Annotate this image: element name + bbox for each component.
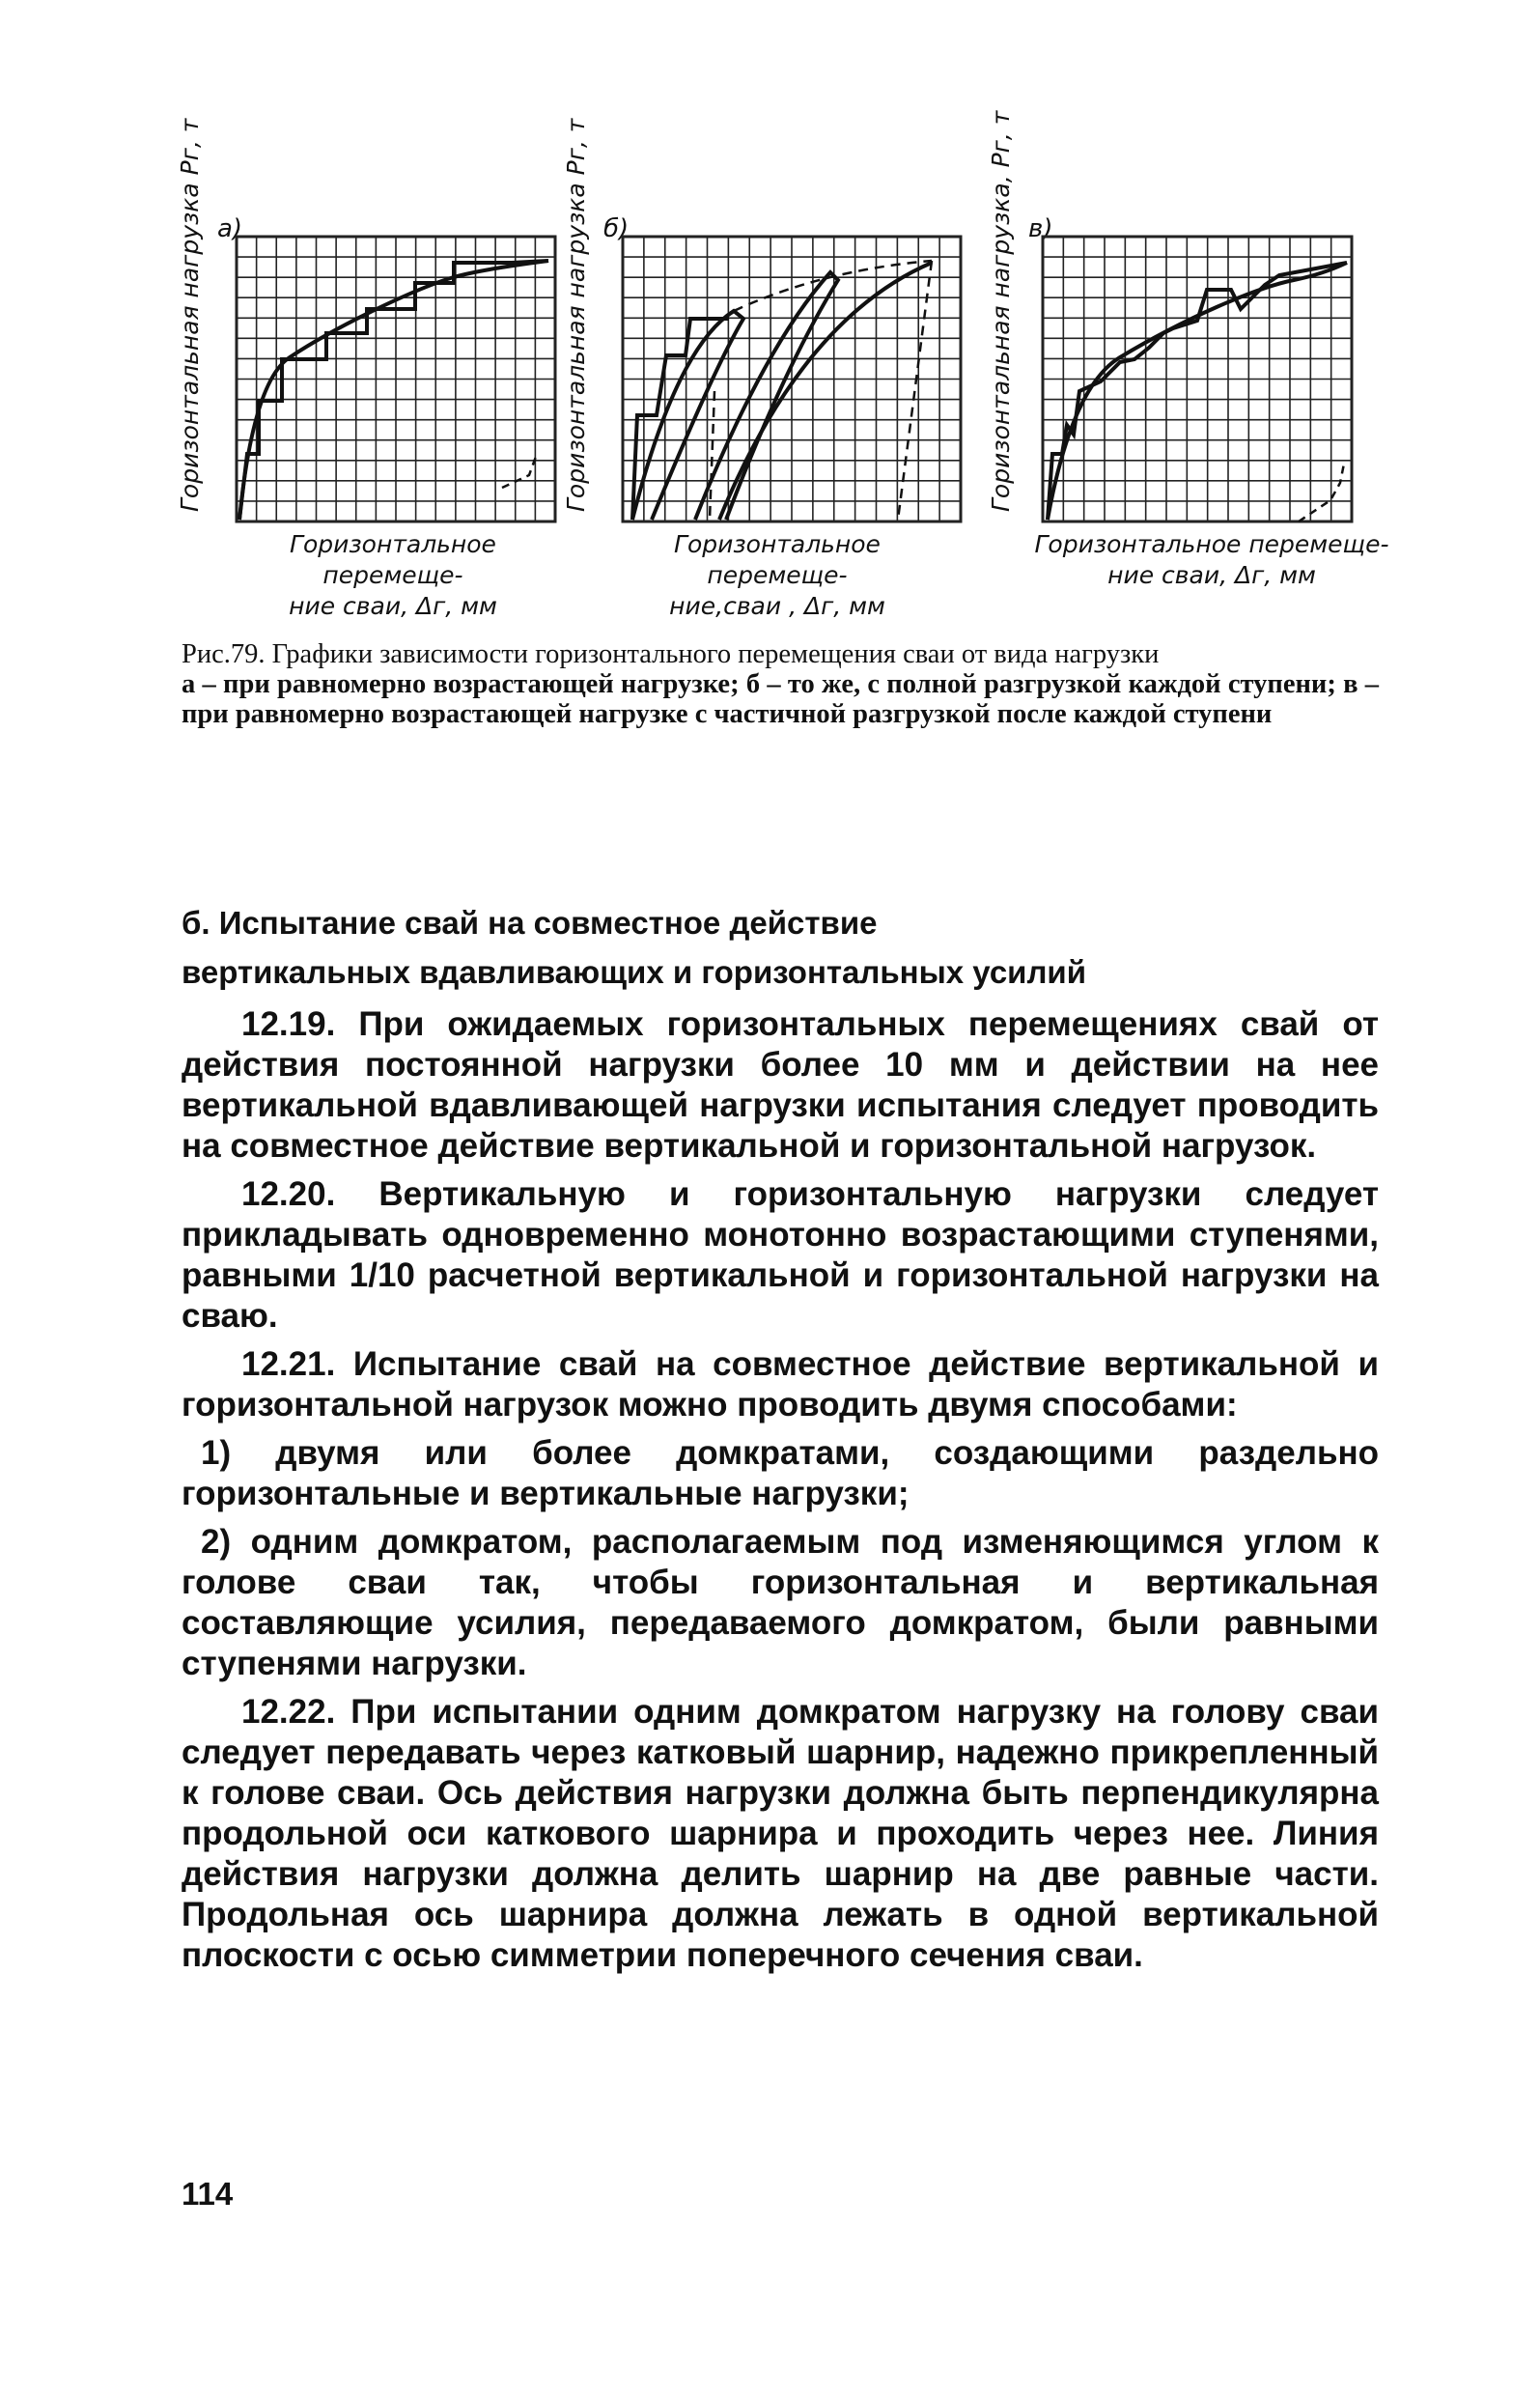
list-item-2: 2) одним домкратом, располагаемым под изменяющимся углом к голове сваи так, чтобы горизонтальная и вертикальная составляющие усилия, передаваемого домкратом, были равными ступенями нагрузки. bbox=[182, 1523, 1379, 1682]
panel-a-ylabel: Горизонтальная нагрузка Pг, т bbox=[176, 118, 204, 512]
panel-c-letter: в) bbox=[1028, 214, 1053, 243]
figure-79 bbox=[0, 0, 1540, 618]
paragraph-12-20: 12.20. Вертикальную и горизонтальную нагрузки следует прикладывать одновременно монотонно возрастающими ступенями, равными 1/10 расчетной вертикальной и горизонтальной нагрузки на сваю. bbox=[182, 1175, 1379, 1335]
panel-b-letter: б) bbox=[603, 214, 630, 243]
page-number: 114 bbox=[182, 2176, 234, 2212]
list-item-1: 1) двумя или более домкратами, создающими раздельно горизонтальные и вертикальные нагрузки; bbox=[182, 1434, 1379, 1512]
panel-b-ylabel: Горизонтальная нагрузка Pг, т bbox=[562, 118, 590, 512]
panel-c-plot bbox=[0, 0, 1540, 618]
panel-a-letter: a) bbox=[217, 214, 243, 243]
section-title bbox=[182, 898, 1398, 997]
paragraph-12-22: 12.22. При испытании одним домкратом нагрузку на голову сваи следует передавать через катковый шарнир, надежно прикрепленный к голове сваи. Ось действия нагрузки должна быть перпендикулярна продольной оси каткового шарнира и проходить через нее. Линия действия нагрузки должна делить шарнир на две равные части. Продольная ось шарнира должна лежать в одной вертикальной плоскости с осью симметрии поперечного сечения сваи. bbox=[182, 1693, 1379, 1974]
panel-b-xlabel: Горизонтальное перемеще- ние,сваи , Δг, мм bbox=[669, 530, 885, 620]
caption-description: а – при равномерно возрастающей нагрузке; б – то же, с полной разгрузкой каждой ступени; в – при равномерно возрастающей нагрузке с частичной разгрузкой после каждой ступени bbox=[182, 669, 1379, 729]
caption-title: Рис.79. Графики зависимости горизонтального перемещения сваи от вида нагрузки bbox=[182, 639, 1160, 669]
paragraph-12-21: 12.21. Испытание свай на совместное действие вертикальной и горизонтальной нагрузок можно проводить двумя способами: bbox=[182, 1345, 1379, 1424]
paragraph-12-19: 12.19. При ожидаемых горизонтальных перемещениях свай от действия постоянной нагрузки более 10 мм и действии на нее вертикальной вдавливающей нагрузки испытания следует проводить на совместное действие вертикальной и горизонтальной нагрузок. bbox=[182, 1005, 1379, 1165]
body-text bbox=[182, 1004, 1379, 1984]
panel-c-xlabel: Горизонтальное перемеще- ние сваи, Δг, мм bbox=[1034, 530, 1389, 589]
section-title-line1: б. Испытание свай на совместное действие bbox=[182, 905, 878, 941]
panel-c-ylabel: Горизонтальная нагрузка, Pг, т bbox=[987, 110, 1015, 512]
figure-caption bbox=[182, 639, 1379, 729]
section-title-line2: вертикальных вдавливающих и горизонтальных усилий bbox=[182, 954, 1087, 990]
panel-a-xlabel: Горизонтальное перемеще- ние сваи, Δг, мм bbox=[289, 530, 497, 620]
